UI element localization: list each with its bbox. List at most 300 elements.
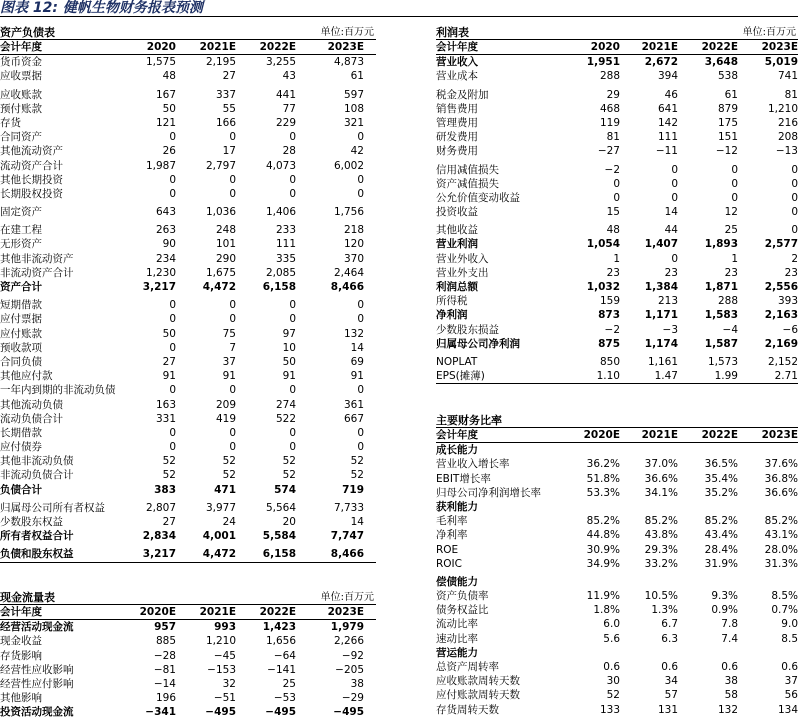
table-row xyxy=(436,130,798,144)
value-cell: 23 xyxy=(664,266,678,279)
table-row xyxy=(0,327,376,341)
table-row xyxy=(0,705,376,719)
value-cell: 3,217 xyxy=(142,548,176,561)
table-row xyxy=(436,660,798,674)
value-cell: 393 xyxy=(777,295,798,308)
value-cell: 159 xyxy=(599,295,620,308)
value-cell: −141 xyxy=(267,663,296,676)
value-cell: 24 xyxy=(222,516,236,528)
row-label: 在建工程 xyxy=(0,224,42,237)
table-row xyxy=(436,237,798,251)
table-row xyxy=(436,472,798,486)
row-label: 净利润 xyxy=(436,309,468,322)
value-cell: −64 xyxy=(273,649,296,662)
table-row xyxy=(0,341,376,355)
value-cell: 394 xyxy=(657,70,678,83)
value-cell: 57 xyxy=(664,689,678,702)
table-name: 现金流量表 xyxy=(0,591,55,604)
value-cell: 36.6% xyxy=(764,486,798,499)
value-cell: −495 xyxy=(265,706,296,719)
value-cell: 132 xyxy=(717,703,738,716)
table-row xyxy=(436,632,798,646)
value-cell: 741 xyxy=(777,70,798,83)
table-row xyxy=(436,514,798,528)
table-row xyxy=(0,468,376,482)
value-cell: −4 xyxy=(722,323,738,336)
value-cell: 0 xyxy=(289,299,296,312)
value-cell: 1,893 xyxy=(704,238,738,251)
row-label: 应付债券 xyxy=(0,441,42,454)
value-cell: 91 xyxy=(162,370,176,383)
value-cell: 167 xyxy=(155,88,176,101)
value-cell: 0 xyxy=(357,441,364,454)
value-cell: 108 xyxy=(343,102,364,115)
table-row xyxy=(0,440,376,454)
value-cell: 0 xyxy=(229,313,236,326)
table-row xyxy=(0,116,376,130)
value-cell: 2021E xyxy=(641,429,678,441)
value-cell: 1,871 xyxy=(704,281,738,293)
row-label: 无形资产 xyxy=(0,238,42,251)
value-cell: 875 xyxy=(598,337,620,350)
row-label: 归母公司净利润增长率 xyxy=(436,486,541,499)
value-cell: 7,747 xyxy=(330,530,364,543)
row-label: 净利率 xyxy=(436,529,468,542)
value-cell: 4,472 xyxy=(202,548,236,561)
table-name: 利润表 xyxy=(436,26,469,39)
value-cell: 2 xyxy=(791,252,798,265)
value-cell: 14 xyxy=(664,206,678,219)
value-cell: 643 xyxy=(155,206,176,219)
value-cell: 23 xyxy=(724,266,738,279)
table-row xyxy=(0,634,376,648)
value-cell: 0 xyxy=(791,206,798,219)
table-row xyxy=(436,557,798,571)
value-cell: 23 xyxy=(784,266,798,279)
value-cell: 12 xyxy=(724,206,738,219)
row-label: 其他收益 xyxy=(436,224,478,237)
value-cell: 56 xyxy=(784,689,798,702)
value-cell: 2,195 xyxy=(205,56,236,69)
value-cell: −81 xyxy=(153,663,176,676)
table-row xyxy=(436,144,798,158)
value-cell: 131 xyxy=(657,703,678,716)
value-cell: 993 xyxy=(214,621,236,634)
value-cell: 2,464 xyxy=(333,266,364,279)
value-cell: 36.8% xyxy=(764,472,798,485)
row-label: 预收款项 xyxy=(0,341,42,354)
table-row xyxy=(0,280,376,294)
value-cell: 29 xyxy=(606,88,620,101)
table-name: 主要财务比率 xyxy=(436,414,502,427)
table-row xyxy=(436,603,798,617)
value-cell: −11 xyxy=(655,145,678,158)
value-cell: 2022E xyxy=(701,41,738,53)
value-cell: 0 xyxy=(671,163,678,176)
value-cell: 0 xyxy=(229,384,236,397)
value-cell: 7.8 xyxy=(721,618,738,631)
value-cell: 8.5% xyxy=(771,590,798,603)
value-cell: 321 xyxy=(343,116,364,129)
value-cell: 0.9% xyxy=(711,604,738,617)
value-cell: 0 xyxy=(357,299,364,312)
value-cell: −28 xyxy=(153,649,176,662)
table-row xyxy=(436,528,798,542)
table-row xyxy=(436,369,798,384)
value-cell: 43.1% xyxy=(764,529,798,542)
value-cell: −12 xyxy=(715,145,738,158)
row-label: 少数股东权益 xyxy=(0,516,63,528)
value-cell: 23 xyxy=(606,266,620,279)
value-cell: 0 xyxy=(671,252,678,265)
value-cell: 0 xyxy=(169,187,176,200)
value-cell: 1,384 xyxy=(644,281,678,293)
value-cell: −53 xyxy=(273,692,296,705)
table-row xyxy=(0,412,376,426)
value-cell: 1,161 xyxy=(647,355,678,368)
value-cell: 2,266 xyxy=(333,635,364,648)
value-cell: 37 xyxy=(222,355,236,368)
row-label: 其他非流动资产 xyxy=(0,252,74,265)
table-row xyxy=(436,355,798,369)
value-cell: 1,174 xyxy=(644,337,678,350)
value-cell: 6,158 xyxy=(262,548,296,561)
value-cell: 2,672 xyxy=(644,56,678,69)
value-cell: 667 xyxy=(343,412,364,425)
table-name: 资产负债表 xyxy=(0,26,55,39)
value-cell: 8,466 xyxy=(330,281,364,293)
value-cell: 0 xyxy=(229,426,236,439)
row-label: 经营性应收影响 xyxy=(0,663,74,676)
value-cell: 229 xyxy=(275,116,296,129)
row-label: 会计年度 xyxy=(436,41,478,53)
row-label: NOPLAT xyxy=(436,355,478,368)
value-cell: 1,573 xyxy=(707,355,738,368)
value-cell: 34.9% xyxy=(586,557,620,570)
value-cell: 61 xyxy=(724,88,738,101)
table-header-row xyxy=(436,427,798,443)
row-label: 负债合计 xyxy=(0,483,42,496)
table-row xyxy=(0,383,376,397)
value-cell: 14 xyxy=(350,516,364,528)
value-cell: 28.4% xyxy=(704,543,738,556)
row-label: 速动比率 xyxy=(436,632,478,645)
row-label: 信用减值损失 xyxy=(436,163,499,176)
value-cell: 850 xyxy=(599,355,620,368)
value-cell: 2,807 xyxy=(145,501,176,514)
table-header-row xyxy=(0,604,376,620)
row-label: 会计年度 xyxy=(436,429,478,441)
row-label: ROE xyxy=(436,543,459,556)
value-cell: 0 xyxy=(731,177,738,190)
table-row xyxy=(436,223,798,237)
value-cell: 35.2% xyxy=(704,486,738,499)
value-cell: 0 xyxy=(169,426,176,439)
value-cell: 0 xyxy=(169,131,176,144)
table-row xyxy=(436,443,798,457)
row-label: 研发费用 xyxy=(436,131,478,144)
row-label: 应付账款 xyxy=(0,327,42,340)
table-row xyxy=(436,646,798,660)
value-cell: 4,472 xyxy=(202,281,236,293)
value-cell: 44 xyxy=(664,224,678,237)
row-label: 其他流动负债 xyxy=(0,398,63,411)
value-cell: 97 xyxy=(282,327,296,340)
value-cell: 2022E xyxy=(259,41,296,53)
row-label: 营运能力 xyxy=(436,646,478,659)
value-cell: −495 xyxy=(333,706,364,719)
value-cell: 1,987 xyxy=(145,159,176,172)
table-row xyxy=(0,649,376,663)
value-cell: 522 xyxy=(275,412,296,425)
value-cell: 0.6 xyxy=(781,661,798,673)
value-cell: 36.5% xyxy=(704,458,738,471)
value-cell: 2020E xyxy=(583,429,620,441)
value-cell: 419 xyxy=(215,412,236,425)
value-cell: 1,675 xyxy=(205,266,236,279)
value-cell: 2023E xyxy=(761,429,798,441)
row-label: 归属母公司净利润 xyxy=(436,337,520,350)
value-cell: 2,152 xyxy=(767,355,798,368)
value-cell: 7 xyxy=(229,341,236,354)
row-label: 一年内到期的非流动负债 xyxy=(0,384,116,397)
row-label: 成长能力 xyxy=(436,444,478,457)
table-row xyxy=(0,547,376,562)
value-cell: 25 xyxy=(282,677,296,690)
value-cell: 335 xyxy=(275,252,296,265)
value-cell: 0 xyxy=(791,191,798,204)
value-cell: 151 xyxy=(717,131,738,144)
row-label: 债务权益比 xyxy=(436,604,489,617)
value-cell: 1,423 xyxy=(262,621,296,634)
value-cell: 37 xyxy=(784,675,798,688)
row-label: 资产减值损失 xyxy=(436,177,499,190)
value-cell: 1 xyxy=(613,252,620,265)
value-cell: 0 xyxy=(357,187,364,200)
value-cell: 27 xyxy=(162,355,176,368)
row-label: ROIC xyxy=(436,557,462,570)
value-cell: 120 xyxy=(343,238,364,251)
value-cell: 0 xyxy=(357,313,364,326)
value-cell: 957 xyxy=(154,621,176,634)
value-cell: 85.2% xyxy=(764,515,798,528)
value-cell: −27 xyxy=(597,145,620,158)
table-row xyxy=(0,298,376,312)
value-cell: 75 xyxy=(222,327,236,340)
value-cell: −341 xyxy=(145,706,176,719)
value-cell: 52 xyxy=(350,469,364,482)
value-cell: 879 xyxy=(717,102,738,115)
value-cell: 42 xyxy=(350,145,364,158)
value-cell: 2,834 xyxy=(142,530,176,543)
table-row xyxy=(436,337,798,351)
value-cell: 196 xyxy=(155,692,176,705)
row-label: 营业外支出 xyxy=(436,266,489,279)
row-label: 长期借款 xyxy=(0,426,42,439)
value-cell: 85.2% xyxy=(586,515,620,528)
table-row xyxy=(0,369,376,383)
table-row xyxy=(0,130,376,144)
value-cell: 0 xyxy=(169,299,176,312)
value-cell: 1.10 xyxy=(596,370,620,383)
value-cell: 263 xyxy=(155,224,176,237)
value-cell: 0 xyxy=(791,224,798,237)
row-label: 公允价值变动收益 xyxy=(436,191,520,204)
value-cell: 216 xyxy=(777,116,798,129)
value-cell: −45 xyxy=(213,649,236,662)
value-cell: 43.8% xyxy=(644,529,678,542)
row-label: 流动负债合计 xyxy=(0,412,63,425)
table-row xyxy=(0,483,376,497)
value-cell: 27 xyxy=(222,70,236,83)
table-unit: 单位:百万元 xyxy=(320,27,374,38)
value-cell: 52 xyxy=(350,455,364,468)
table-row xyxy=(0,355,376,369)
value-cell: 885 xyxy=(155,635,176,648)
value-cell: 32 xyxy=(222,677,236,690)
value-cell: 337 xyxy=(215,88,236,101)
value-cell: 28 xyxy=(282,145,296,158)
value-cell: 69 xyxy=(350,355,364,368)
value-cell: 3,217 xyxy=(142,281,176,293)
row-label: 应收票据 xyxy=(0,70,42,83)
value-cell: 111 xyxy=(275,238,296,251)
table-row xyxy=(0,173,376,187)
value-cell: 6.7 xyxy=(661,618,678,631)
value-cell: 0 xyxy=(357,426,364,439)
table-row xyxy=(436,703,798,717)
table-unit: 单位:百万元 xyxy=(320,592,374,603)
value-cell: −2 xyxy=(604,163,620,176)
value-cell: 8,466 xyxy=(330,548,364,561)
row-label: 存货 xyxy=(0,116,21,129)
value-cell: 8.5 xyxy=(781,632,798,645)
value-cell: 233 xyxy=(275,224,296,237)
table-row xyxy=(436,323,798,337)
value-cell: 538 xyxy=(717,70,738,83)
table-row xyxy=(0,102,376,116)
value-cell: 101 xyxy=(215,238,236,251)
table-row xyxy=(436,191,798,205)
value-cell: 1.3% xyxy=(651,604,678,617)
value-cell: 163 xyxy=(155,398,176,411)
value-cell: 0.6 xyxy=(721,661,738,673)
row-label: 获利能力 xyxy=(436,500,478,513)
value-cell: 50 xyxy=(282,355,296,368)
row-label: EPS(摊薄) xyxy=(436,370,485,383)
value-cell: 1,583 xyxy=(704,309,738,322)
value-cell: 14 xyxy=(350,341,364,354)
value-cell: 0 xyxy=(289,131,296,144)
row-label: 归属母公司所有者权益 xyxy=(0,501,105,514)
value-cell: 5.6 xyxy=(603,632,620,645)
value-cell: 1,587 xyxy=(704,337,738,350)
value-cell: 53.3% xyxy=(586,486,620,499)
value-cell: 1,210 xyxy=(205,635,236,648)
value-cell: 142 xyxy=(657,116,678,129)
row-label: 投资活动现金流 xyxy=(0,706,74,719)
value-cell: 0 xyxy=(169,384,176,397)
value-cell: 1,230 xyxy=(145,266,176,279)
value-cell: 2023E xyxy=(327,606,364,618)
value-cell: −51 xyxy=(213,692,236,705)
value-cell: 1,656 xyxy=(265,635,296,648)
row-label: 短期借款 xyxy=(0,299,42,312)
value-cell: 3,648 xyxy=(704,56,738,69)
row-label: 经营活动现金流 xyxy=(0,621,74,634)
value-cell: 58 xyxy=(724,689,738,702)
table-row xyxy=(436,674,798,688)
row-label: 所有者权益合计 xyxy=(0,530,74,543)
value-cell: 34 xyxy=(664,675,678,688)
value-cell: 52 xyxy=(282,455,296,468)
value-cell: 91 xyxy=(350,370,364,383)
row-label: 流动比率 xyxy=(436,618,478,631)
row-label: 应收账款周转天数 xyxy=(436,675,520,688)
value-cell: 50 xyxy=(162,327,176,340)
table-row xyxy=(436,308,798,322)
value-cell: 166 xyxy=(215,116,236,129)
row-label: 非流动负债合计 xyxy=(0,469,74,482)
value-cell: 37.0% xyxy=(644,458,678,471)
table-row xyxy=(0,144,376,158)
row-label: 管理费用 xyxy=(436,116,478,129)
value-cell: 10.5% xyxy=(644,590,678,603)
row-label: 偿债能力 xyxy=(436,575,478,588)
value-cell: 0 xyxy=(289,173,296,186)
row-label: 营业利润 xyxy=(436,238,478,251)
value-cell: 5,584 xyxy=(262,530,296,543)
value-cell: 0 xyxy=(671,191,678,204)
value-cell: 468 xyxy=(599,102,620,115)
table-row xyxy=(436,266,798,280)
value-cell: 0 xyxy=(229,131,236,144)
table-row xyxy=(0,426,376,440)
row-label: 营业收入 xyxy=(436,56,478,69)
value-cell: 288 xyxy=(717,295,738,308)
row-label: 会计年度 xyxy=(0,606,42,618)
value-cell: 6.0 xyxy=(603,618,620,631)
value-cell: 52 xyxy=(606,689,620,702)
row-label: 税金及附加 xyxy=(436,88,489,101)
value-cell: 2,169 xyxy=(764,337,798,350)
value-cell: 52 xyxy=(162,455,176,468)
table-row xyxy=(0,691,376,705)
value-cell: 1,979 xyxy=(330,621,364,634)
table-row xyxy=(436,205,798,219)
table-row xyxy=(436,688,798,702)
value-cell: 0 xyxy=(791,177,798,190)
row-label: 存货影响 xyxy=(0,649,42,662)
row-label: 其他长期投资 xyxy=(0,173,63,186)
table-row xyxy=(0,159,376,173)
table-row xyxy=(0,223,376,237)
value-cell: 2,085 xyxy=(265,266,296,279)
row-label: 其他流动资产 xyxy=(0,145,63,158)
value-cell: 38 xyxy=(724,675,738,688)
value-cell: 2.71 xyxy=(774,370,798,383)
table-row xyxy=(0,501,376,515)
value-cell: 1,210 xyxy=(767,102,798,115)
row-label: 长期股权投资 xyxy=(0,187,63,200)
table-row xyxy=(436,55,798,69)
value-cell: 52 xyxy=(282,469,296,482)
value-cell: 81 xyxy=(784,88,798,101)
row-label: 总资产周转率 xyxy=(436,661,499,673)
value-cell: 0 xyxy=(357,384,364,397)
row-label: 货币资金 xyxy=(0,56,42,69)
row-label: 预付账款 xyxy=(0,102,42,115)
